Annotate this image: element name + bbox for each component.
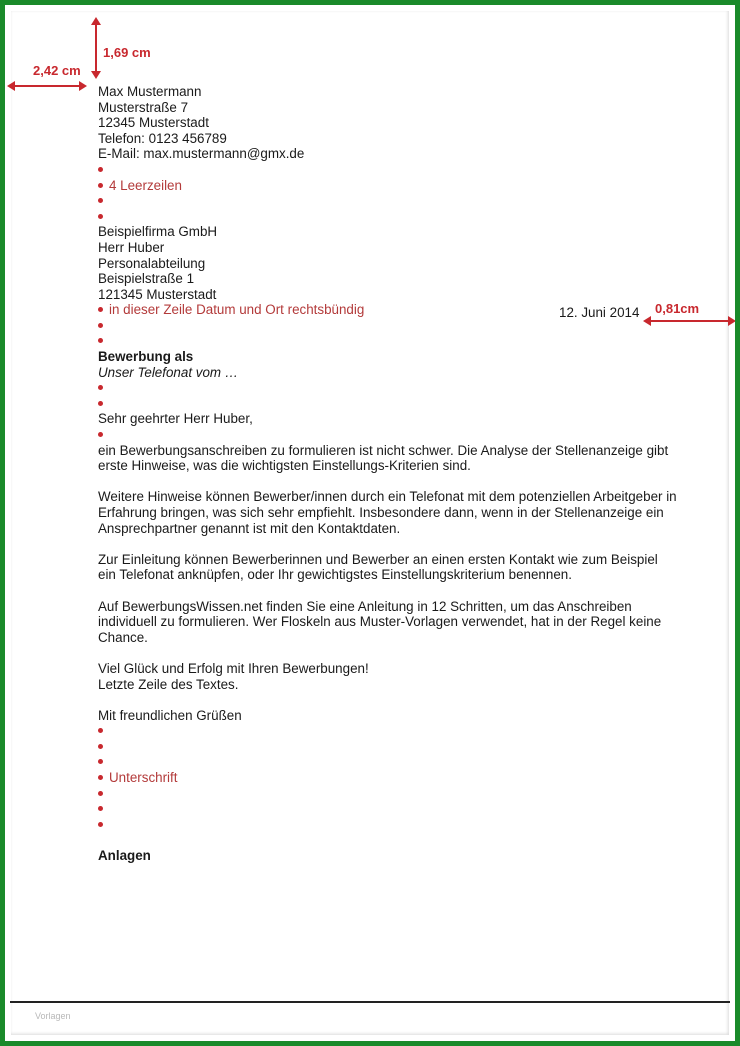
paragraph-gap: [98, 692, 678, 708]
blank-line-marker: [98, 396, 678, 412]
blank-line-marker: [98, 786, 678, 802]
bullet-dot-icon: [98, 323, 103, 328]
bullet-dot-icon: [98, 728, 103, 733]
bullet-dot-icon: [98, 214, 103, 219]
blank-line-marker: [98, 723, 678, 739]
blank-lines-note: 4 Leerzeilen: [109, 177, 182, 193]
left-margin-label: 2,42 cm: [33, 63, 81, 78]
body-paragraph-4: Auf BewerbungsWissen.net finden Sie eine Anleitung in 12 Schritten, um das Anschreiben individuell zu formulieren. Wer Floskeln aus Muster-Vorlagen verwendet, hat in der Regel keine Chance.: [98, 598, 662, 645]
blank-line-marker: [98, 209, 678, 225]
bullet-dot-icon: [98, 775, 103, 780]
subject-title: Bewerbung als: [98, 349, 194, 365]
right-margin-label: 0,81cm: [655, 301, 700, 316]
blank-line-marker: [98, 801, 678, 817]
recipient-department: Personalabteilung: [98, 255, 206, 271]
blank-line-marker: [98, 162, 678, 178]
paragraph-gap: [98, 645, 678, 661]
bullet-dot-icon: [98, 432, 103, 437]
blank-line-marker: [98, 193, 678, 209]
paragraph-gap: [98, 536, 678, 552]
top-margin-line: [95, 23, 97, 73]
bullet-dot-icon: [98, 183, 103, 188]
blank-line-marker: [98, 427, 678, 443]
date-line-note: in dieser Zeile Datum und Ort rechtsbündig: [109, 302, 365, 318]
blank-line-marker: [98, 739, 678, 755]
blank-lines-note-line: [98, 178, 678, 194]
blank-line-marker: [98, 334, 678, 350]
bullet-dot-icon: [98, 167, 103, 172]
footer-divider: [10, 1001, 730, 1003]
paragraph-gap: [98, 474, 678, 490]
body-paragraph-5-line-2: Letzte Zeile des Textes.: [98, 676, 239, 692]
bullet-dot-icon: [98, 307, 103, 312]
body-paragraph-2: Weitere Hinweise können Bewerber/innen durch ein Telefonat mit dem potenziellen Arbeitgeber in Erfahrung bringen, was sich sehr empfiehlt. Insbesondere dann, wenn in der Stellenanzeige ein Ansprechpartner genannt ist mit den Kontaktdaten.: [98, 489, 677, 536]
bullet-dot-icon: [98, 385, 103, 390]
bullet-dot-icon: [98, 744, 103, 749]
bullet-dot-icon: [98, 806, 103, 811]
body-paragraph-1: ein Bewerbungsanschreiben zu formulieren ist nicht schwer. Die Analyse der Stellenanzeige gibt erste Hinweise, was die wichtigsten Einstellungs-Kriterien sind.: [98, 442, 669, 474]
signature-note-line: [98, 770, 678, 786]
body-paragraph-5-line-1: Viel Glück und Erfolg mit Ihren Bewerbungen!: [98, 660, 369, 676]
top-margin-arrow-down-icon: [91, 71, 101, 79]
sender-name: Max Mustermann: [98, 84, 202, 99]
bullet-dot-icon: [98, 401, 103, 406]
bullet-dot-icon: [98, 759, 103, 764]
blank-line-marker: [98, 755, 678, 771]
recipient-city: 121345 Musterstadt: [98, 286, 217, 302]
bullet-dot-icon: [98, 338, 103, 343]
blank-line-marker: [98, 817, 678, 833]
signature-note: Unterschrift: [109, 770, 178, 786]
left-margin-line: [13, 85, 79, 87]
blank-line-marker: [98, 318, 678, 334]
recipient-street: Beispielstraße 1: [98, 271, 195, 287]
sender-city: 12345 Musterstadt: [98, 115, 209, 131]
right-margin-arrow-right-icon: [728, 316, 736, 326]
letter-date: 12. Juni 2014: [559, 305, 640, 320]
paragraph-gap: [98, 833, 678, 849]
attachments: Anlagen: [98, 848, 151, 864]
body-paragraph-3: Zur Einleitung können Bewerberinnen und Bewerber an einen ersten Kontakt wie zum Beispiel ein Telefonat anknüpfen, oder Ihr gewichtigstes Einstellungskriterium benennen.: [98, 551, 658, 583]
recipient-company: Beispielfirma GmbH: [98, 224, 218, 240]
paragraph-gap: [98, 583, 678, 599]
footer-watermark: Vorlagen: [35, 1011, 71, 1021]
bullet-dot-icon: [98, 822, 103, 827]
left-margin-arrow-right-icon: [79, 81, 87, 91]
letter-body: [98, 84, 678, 864]
sender-phone: Telefon: 0123 456789: [98, 130, 227, 146]
subject-reference: Unser Telefonat vom …: [98, 364, 239, 380]
top-margin-label: 1,69 cm: [103, 45, 151, 60]
sender-email: E-Mail: max.mustermann@gmx.de: [98, 146, 305, 162]
salutation: Sehr geehrter Herr Huber,: [98, 411, 253, 427]
blank-line-marker: [98, 380, 678, 396]
sender-street: Musterstraße 7: [98, 99, 189, 115]
bullet-dot-icon: [98, 791, 103, 796]
bullet-dot-icon: [98, 198, 103, 203]
recipient-person: Herr Huber: [98, 239, 165, 255]
closing: Mit freundlichen Grüßen: [98, 707, 242, 723]
